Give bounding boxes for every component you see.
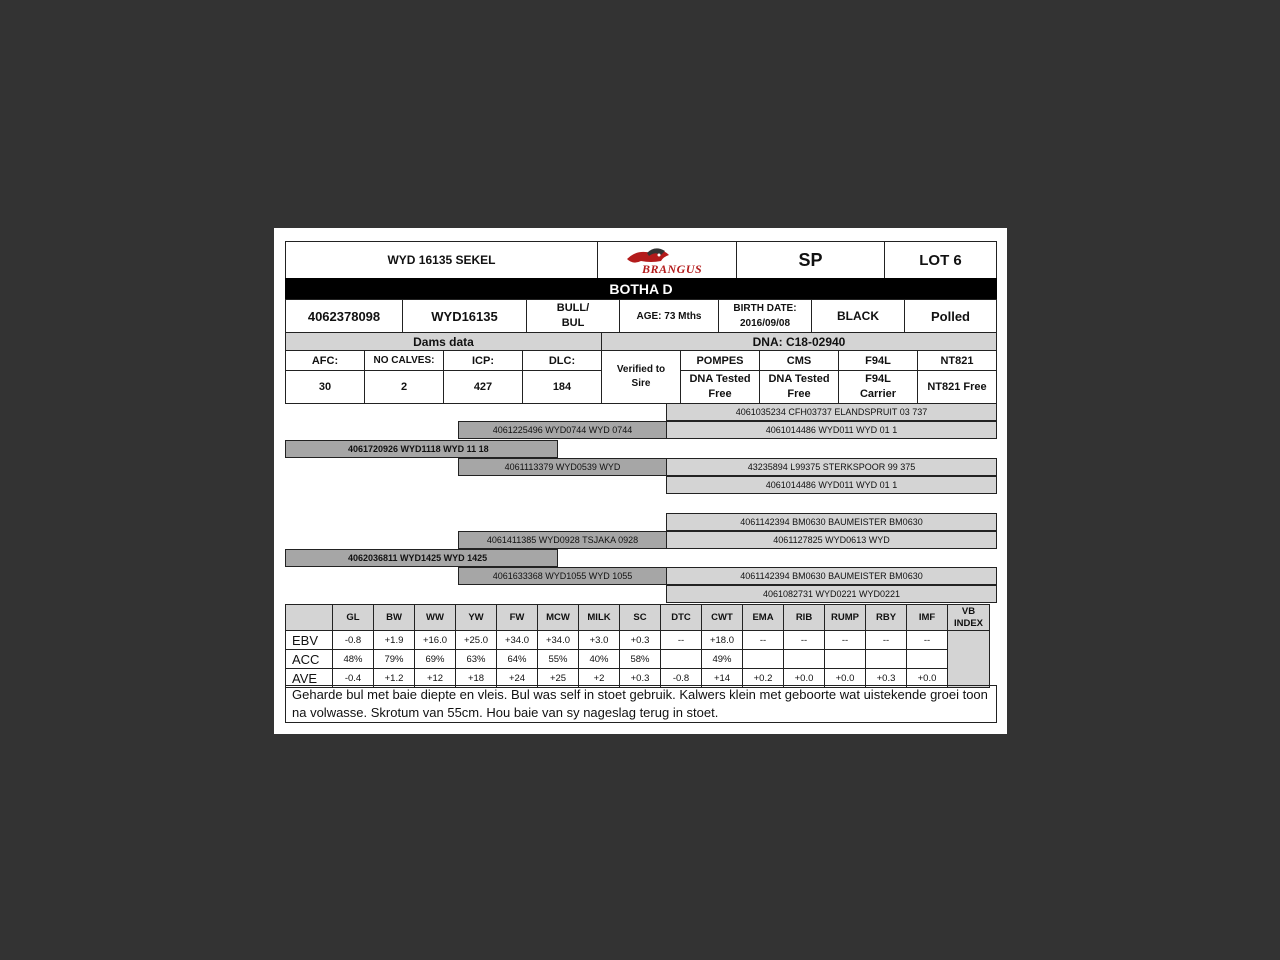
dna-title: DNA: C18-02940 xyxy=(601,332,997,351)
ebv-cell: -- xyxy=(784,631,825,650)
ebv-header: RUMP xyxy=(825,605,866,631)
ebv-cell: +16.0 xyxy=(415,631,456,650)
acc-row xyxy=(286,650,990,669)
ebv-cell: -- xyxy=(743,631,784,650)
pedigree-sire-dam-dam: 4061014486 WYD011 WYD 01 1 xyxy=(666,476,997,494)
pedigree-sire: 4061720926 WYD1118 WYD 11 18 xyxy=(285,440,558,458)
pedigree-dam-sire-sire: 4061142394 BM0630 BAUMEISTER BM0630 xyxy=(666,513,997,531)
acc-cell: 69% xyxy=(415,650,456,669)
herd-code: WYD16135 xyxy=(402,299,527,333)
ave-cell: +0.2 xyxy=(743,669,784,688)
ebv-header: RBY xyxy=(866,605,907,631)
acc-cell: 58% xyxy=(620,650,661,669)
breeder-name: BOTHA D xyxy=(285,278,997,300)
ebv-header: GL xyxy=(333,605,374,631)
acc-cell xyxy=(743,650,784,669)
grade: SP xyxy=(736,241,885,279)
sex: BULL/ BUL xyxy=(526,299,620,333)
ave-cell: +0.0 xyxy=(907,669,948,688)
ebv-cell: -- xyxy=(907,631,948,650)
acc-cell xyxy=(661,650,702,669)
animal-name: WYD 16135 SEKEL xyxy=(285,241,598,279)
pompes-label: POMPES xyxy=(680,350,760,371)
ebv-header: YW xyxy=(456,605,497,631)
pedigree-sire-sire-sire: 4061035234 CFH03737 ELANDSPRUIT 03 737 xyxy=(666,403,997,421)
afc-value: 30 xyxy=(285,370,365,404)
acc-cell: 63% xyxy=(456,650,497,669)
registration-id: 4062378098 xyxy=(285,299,403,333)
birth-date: BIRTH DATE: 2016/09/08 xyxy=(718,299,812,333)
nt821-value: NT821 Free xyxy=(917,370,997,404)
ebv-cell: -- xyxy=(825,631,866,650)
ebv-header: BW xyxy=(374,605,415,631)
ebv-header: MILK xyxy=(579,605,620,631)
ebv-header: RIB xyxy=(784,605,825,631)
pedigree-sire-sire: 4061225496 WYD0744 WYD 0744 xyxy=(458,421,667,439)
calves-value: 2 xyxy=(364,370,444,404)
ebv-cell: -- xyxy=(661,631,702,650)
acc-cell: 48% xyxy=(333,650,374,669)
icp-label: ICP: xyxy=(443,350,523,371)
colour: BLACK xyxy=(811,299,905,333)
ave-cell: +0.0 xyxy=(784,669,825,688)
acc-cell xyxy=(866,650,907,669)
ave-cell: -0.4 xyxy=(333,669,374,688)
pedigree-sire-dam-sire: 43235894 L99375 STERKSPOOR 99 375 xyxy=(666,458,997,476)
row-label: AVE xyxy=(286,669,333,688)
ave-cell: +0.3 xyxy=(620,669,661,688)
ave-cell: +0.0 xyxy=(825,669,866,688)
ave-cell: +14 xyxy=(702,669,743,688)
ebv-cell: +0.3 xyxy=(620,631,661,650)
acc-cell xyxy=(825,650,866,669)
ebv-header: IMF xyxy=(907,605,948,631)
ebv-table xyxy=(285,604,990,688)
age: AGE: 73 Mths xyxy=(619,299,719,333)
ebv-header: EMA xyxy=(743,605,784,631)
acc-cell xyxy=(907,650,948,669)
verified-to-sire: Verified to Sire xyxy=(601,350,681,404)
cms-value: DNA Tested Free xyxy=(759,370,839,404)
ebv-cell: +25.0 xyxy=(456,631,497,650)
ave-cell: +0.3 xyxy=(866,669,907,688)
icp-value: 427 xyxy=(443,370,523,404)
ave-cell: +2 xyxy=(579,669,620,688)
ebv-cell: +34.0 xyxy=(538,631,579,650)
ebv-header-row xyxy=(286,605,990,631)
acc-cell: 40% xyxy=(579,650,620,669)
ebv-header: SC xyxy=(620,605,661,631)
pedigree-dam: 4062036811 WYD1425 WYD 1425 xyxy=(285,549,558,567)
ebv-header: WW xyxy=(415,605,456,631)
acc-cell: 79% xyxy=(374,650,415,669)
ebv-corner xyxy=(286,605,333,631)
pedigree-sire-dam: 4061113379 WYD0539 WYD xyxy=(458,458,667,476)
horn-status: Polled xyxy=(904,299,997,333)
acc-cell: 64% xyxy=(497,650,538,669)
nt821-label: NT821 xyxy=(917,350,997,371)
ave-cell: +12 xyxy=(415,669,456,688)
acc-cell xyxy=(784,650,825,669)
ebv-cell: +3.0 xyxy=(579,631,620,650)
dlc-label: DLC: xyxy=(522,350,602,371)
comment-text: Geharde bul met baie diepte en vleis. Bul was self in stoet gebruik. Kalwers klein met geboorte wat uistekende groei toon na volwasse. Skrotum van 55cm. Hou baie van sy nageslag terug in stoet. xyxy=(285,685,997,723)
ave-cell: +18 xyxy=(456,669,497,688)
pedigree-dam-dam-dam: 4061082731 WYD0221 WYD0221 xyxy=(666,585,997,603)
ebv-cell: -0.8 xyxy=(333,631,374,650)
ebv-row xyxy=(286,631,990,650)
ave-cell: +25 xyxy=(538,669,579,688)
vb-index-value xyxy=(948,631,990,688)
cms-label: CMS xyxy=(759,350,839,371)
f94l-label: F94L xyxy=(838,350,918,371)
pedigree-dam-sire-dam: 4061127825 WYD0613 WYD xyxy=(666,531,997,549)
ebv-cell: +18.0 xyxy=(702,631,743,650)
row-label: EBV xyxy=(286,631,333,650)
ebv-cell: -- xyxy=(866,631,907,650)
row-label: ACC xyxy=(286,650,333,669)
pedigree-dam-dam: 4061633368 WYD1055 WYD 1055 xyxy=(458,567,667,585)
ebv-header: MCW xyxy=(538,605,579,631)
logo-wordmark: BRANGUS xyxy=(642,262,703,276)
ebv-header: CWT xyxy=(702,605,743,631)
brangus-logo xyxy=(597,241,737,279)
ave-cell: +1.2 xyxy=(374,669,415,688)
lot-number: LOT 6 xyxy=(884,241,997,279)
pedigree-dam-dam-sire: 4061142394 BM0630 BAUMEISTER BM0630 xyxy=(666,567,997,585)
ave-cell: +24 xyxy=(497,669,538,688)
ebv-header: FW xyxy=(497,605,538,631)
dlc-value: 184 xyxy=(522,370,602,404)
f94l-value: F94L Carrier xyxy=(838,370,918,404)
ebv-cell: +1.9 xyxy=(374,631,415,650)
dams-data-title: Dams data xyxy=(285,332,602,351)
ebv-header: DTC xyxy=(661,605,702,631)
acc-cell: 55% xyxy=(538,650,579,669)
afc-label: AFC: xyxy=(285,350,365,371)
acc-cell: 49% xyxy=(702,650,743,669)
ebv-cell: +34.0 xyxy=(497,631,538,650)
pompes-value: DNA Tested Free xyxy=(680,370,760,404)
ebv-header-vb-index: VB INDEX xyxy=(948,605,990,631)
ave-cell: -0.8 xyxy=(661,669,702,688)
pedigree-dam-sire: 4061411385 WYD0928 TSJAKA 0928 xyxy=(458,531,667,549)
pedigree-sire-sire-dam: 4061014486 WYD011 WYD 01 1 xyxy=(666,421,997,439)
calves-label: NO CALVES: xyxy=(364,350,444,371)
sale-card xyxy=(274,228,1007,734)
